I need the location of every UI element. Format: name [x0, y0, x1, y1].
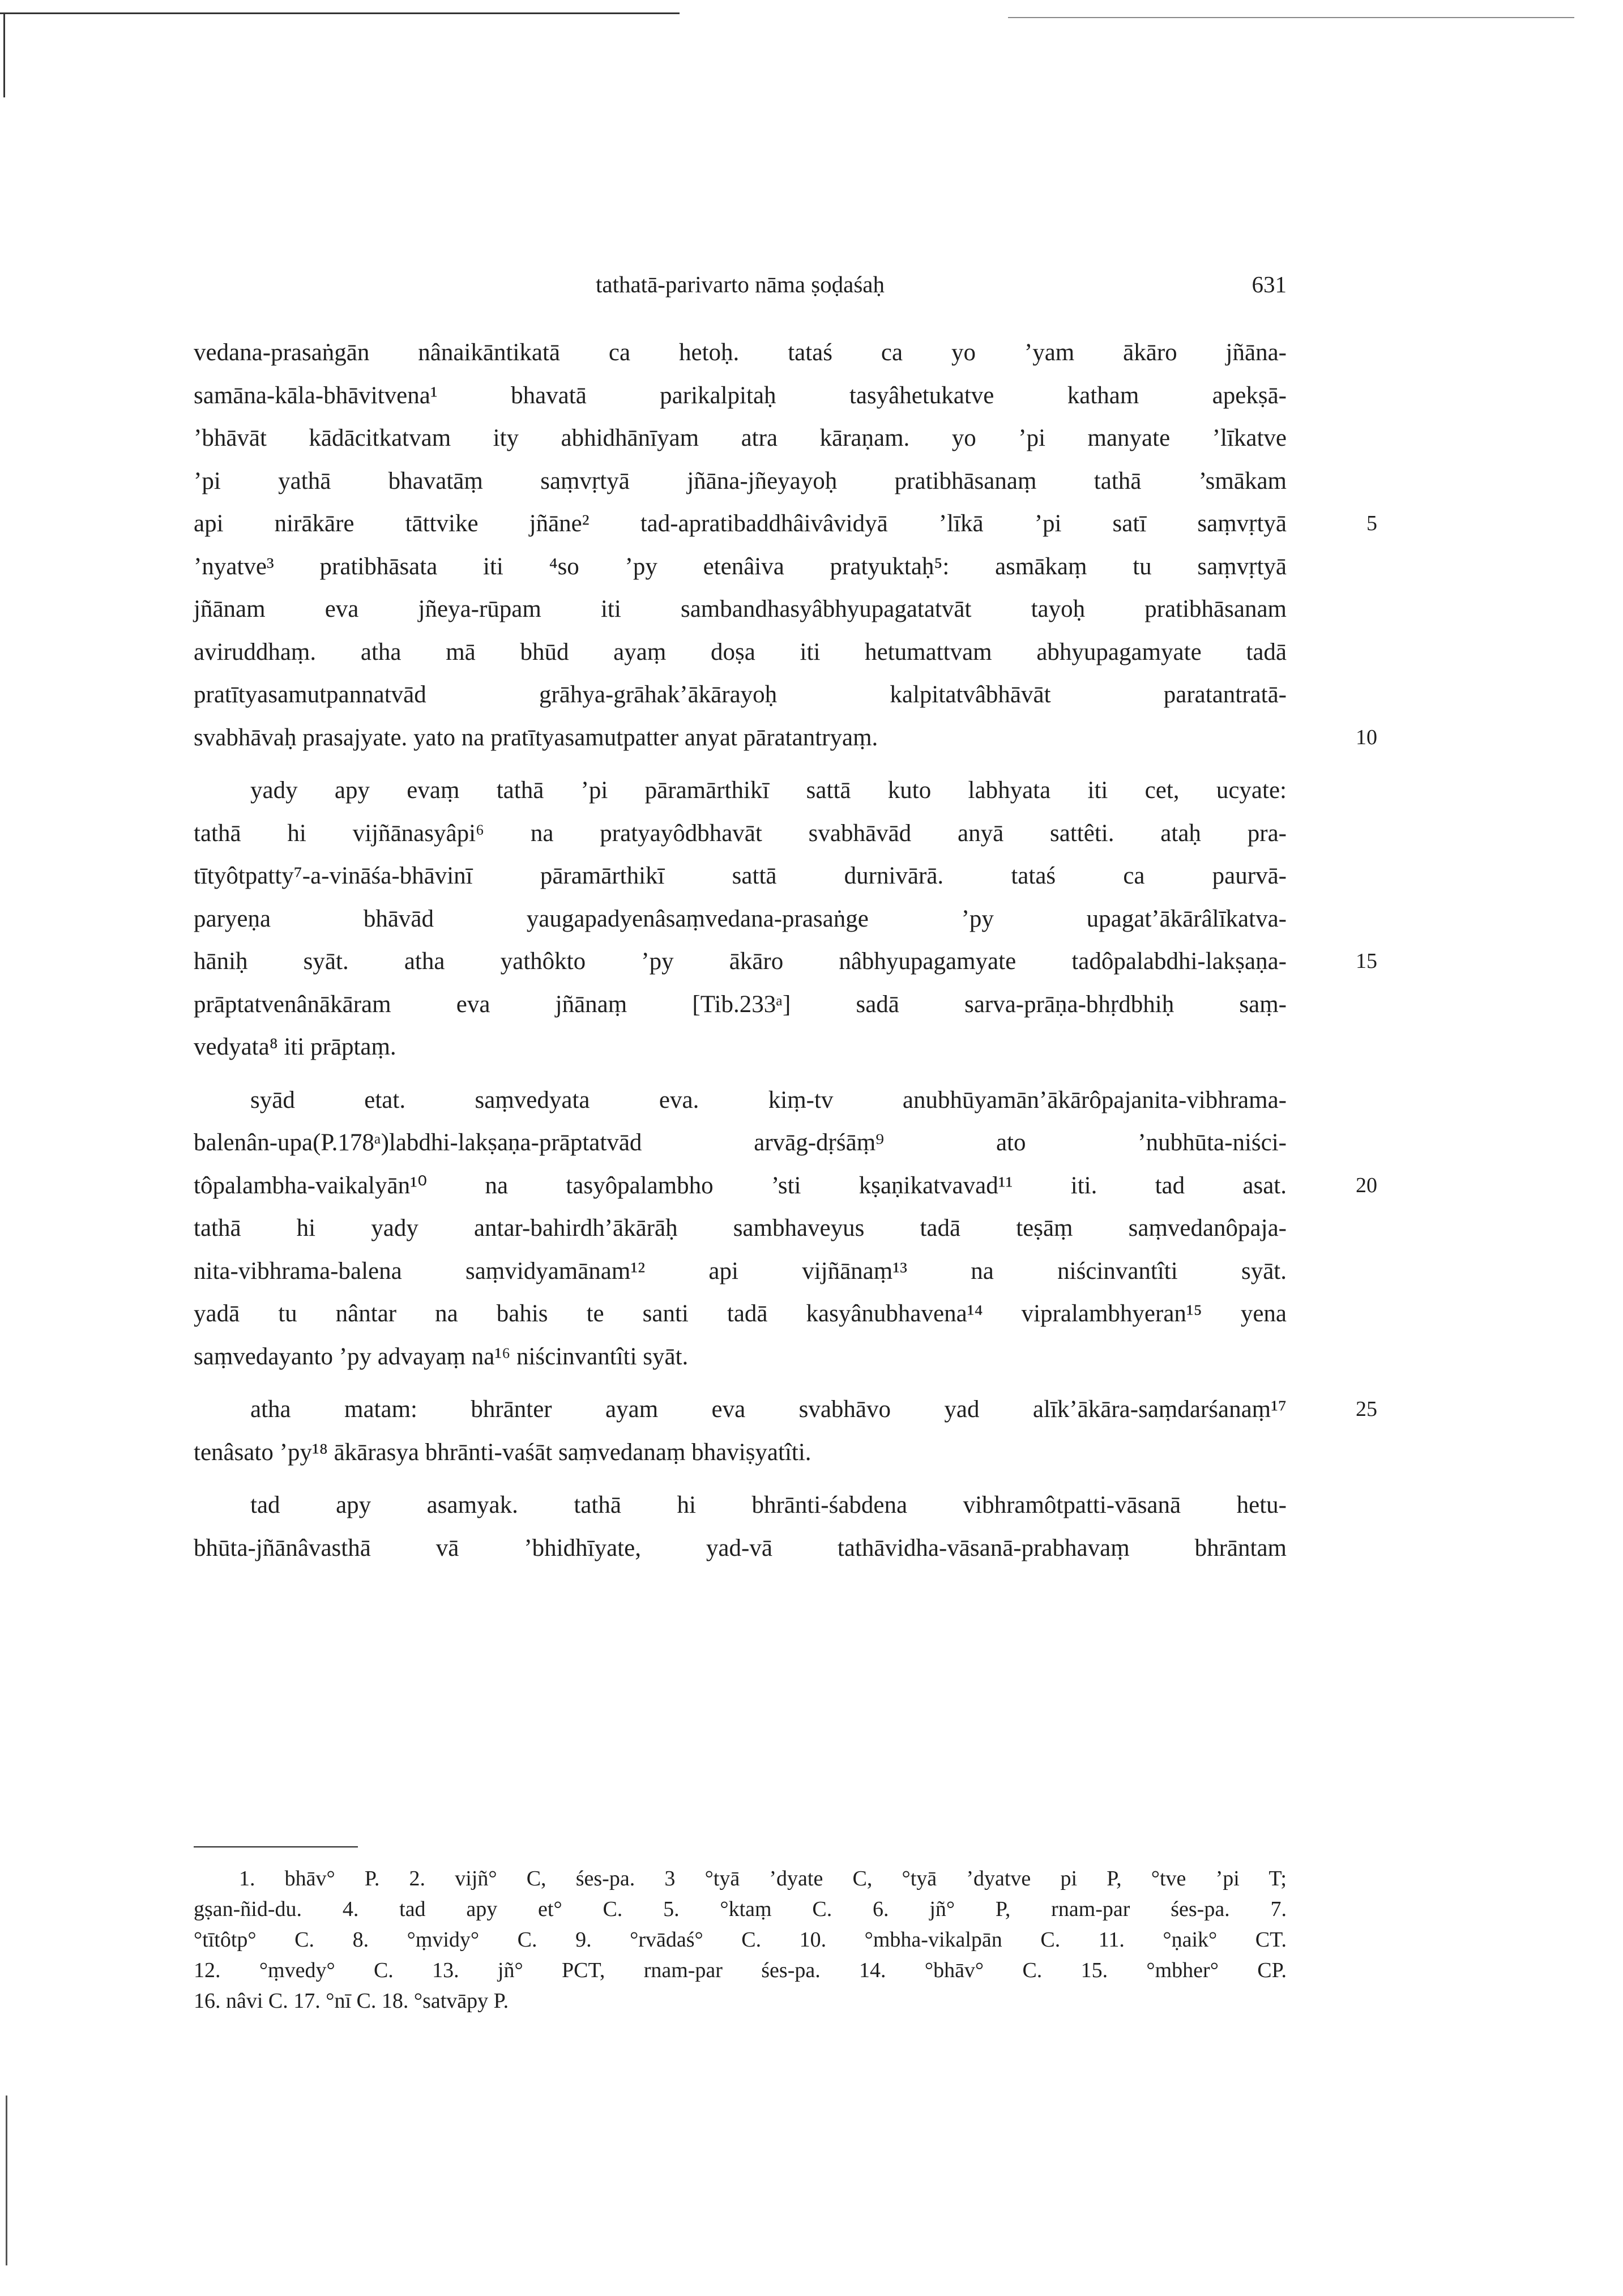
main-text: [194, 331, 1377, 1569]
text-line-content: svabhāvaḥ prasajyate. yato na pratītyasamutpatter anyat pāratantryaṃ.: [194, 724, 878, 751]
text-line: [194, 1388, 1377, 1431]
text-line: [194, 1431, 1287, 1474]
text-line-content: saṃvedayanto ’py advayaṃ na¹⁶ niścinvantîti syāt.: [194, 1343, 689, 1370]
text-line: [194, 673, 1287, 716]
text-line: [194, 940, 1377, 983]
text-line-content: ’nyatve³ pratibhāsata iti ⁴so ’py etenâiva pratyuktaḥ⁵: asmākaṃ tu saṃvṛtyā: [194, 553, 1287, 580]
text-line-content: tathā hi yady antar-bahirdh’ākārāḥ sambhaveyus tadā teṣāṃ saṃvedanôpaja-: [194, 1215, 1287, 1241]
text-line-content: nita-vibhrama-balena saṃvidyamānam¹² api vijñānaṃ¹³ na niścinvantîti syāt.: [194, 1257, 1287, 1284]
footnote-line: gṣan-ñid-du. 4. tad apy et° C. 5. °ktaṃ C. 6. jñ° P, rnam-par śes-pa. 7.: [194, 1897, 1287, 1921]
text-line-content: syād etat. saṃvedyata eva. kiṃ-tv anubhūyamān’ākārôpajanita-vibhrama-: [250, 1086, 1287, 1113]
text-line-content: bhūta-jñānâvasthā vā ’bhidhīyate, yad-vā tathāvidha-vāsanā-prabhavaṃ bhrāntam: [194, 1534, 1287, 1561]
text-line: [194, 1335, 1287, 1379]
scan-edge-mark: [0, 12, 680, 14]
text-line: [194, 898, 1287, 941]
text-line: [194, 417, 1287, 460]
footnote-line: 1. bhāv° P. 2. vijñ° C, śes-pa. 3 °tyā ’dyate C, °tyā ’dyatve pi P, °tve ’pi T;: [239, 1867, 1287, 1890]
text-line-content: tītyôtpatty⁷-a-vināśa-bhāvinī pāramārthikī sattā durnivārā. tataś ca paurvā-: [194, 863, 1287, 889]
text-line-content: api nirākāre tāttvike jñāne² tad-apratibaddhâivâvidyā ’līkā ’pi satī saṃvṛtyā: [194, 510, 1287, 537]
text-line: [194, 1250, 1287, 1293]
line-number: 5: [1366, 511, 1377, 535]
line-number: 20: [1356, 1173, 1377, 1197]
text-line: [194, 545, 1287, 588]
text-line: [194, 1121, 1287, 1164]
line-number: 10: [1356, 725, 1377, 749]
footnote-line: 16. nâvi C. 17. °nī C. 18. °satvāpy P.: [194, 1989, 509, 2013]
running-title: tathatā-parivarto nāma ṣoḍaśaḥ: [596, 271, 885, 297]
footnote-line: °tītôtp° C. 8. °ṃvidy° C. 9. °rvādaś° C. 10. °mbha-vikalpān C. 11. °ṇaik° CT.: [194, 1928, 1287, 1952]
text-line-content: tenâsato ’py¹⁸ ākārasya bhrānti-vaśāt saṃvedanaṃ bhaviṣyatîti.: [194, 1439, 812, 1466]
footnote-rule: [194, 1846, 358, 1847]
text-line-content: yadā tu nântar na bahis te santi tadā kasyânubhavena¹⁴ vipralambhyeran¹⁵ yena: [194, 1300, 1287, 1327]
text-line-content: jñānam eva jñeya-rūpam iti sambandhasyâbhyupagatatvāt tayoḥ pratibhāsanam: [194, 596, 1287, 622]
scan-edge-mark: [1008, 17, 1574, 18]
text-line-content: prāptatvenânākāram eva jñānaṃ [Tib.233ᵃ] sadā sarva-prāṇa-bhṛdbhiḥ saṃ-: [194, 991, 1287, 1018]
text-line-content: atha matam: bhrānter ayam eva svabhāvo yad alīk’ākāra-saṃdarśanaṃ¹⁷: [250, 1396, 1287, 1423]
text-line-content: tad apy asamyak. tathā hi bhrānti-śabdena vibhramôtpatti-vāsanā hetu-: [250, 1492, 1287, 1518]
text-line: [194, 1527, 1287, 1570]
scan-edge-mark: [6, 2096, 7, 2265]
text-line: [194, 588, 1287, 631]
footnote-line: 12. °ṃvedy° C. 13. jñ° PCT, rnam-par śes-pa. 14. °bhāv° C. 15. °mbher° CP.: [194, 1958, 1287, 1982]
text-line: [194, 716, 1377, 759]
text-line-content: ’bhāvāt kādācitkatvam ity abhidhānīyam atra kāraṇam. yo ’pi manyate ’līkatve: [194, 425, 1287, 451]
text-line-content: pratītyasamutpannatvād grāhya-grāhak’ākārayoḥ kalpitatvâbhāvāt paratantratā-: [194, 681, 1287, 708]
text-line-content: vedyata⁸ iti prāptaṃ.: [194, 1034, 396, 1060]
text-line-content: hāniḥ syāt. atha yathôkto ’py ākāro nâbhyupagamyate tadôpalabdhi-lakṣaṇa-: [194, 948, 1287, 975]
text-line-content: ’pi yathā bhavatāṃ saṃvṛtyā jñāna-jñeyayoḥ pratibhāsanaṃ tathā ’smākam: [194, 467, 1287, 494]
text-line: [194, 983, 1287, 1026]
text-line: [194, 812, 1287, 855]
footnotes: [194, 1863, 1287, 2016]
text-line-content: balenân-upa(P.178ᵃ)labdhi-lakṣaṇa-prāptatvād arvāg-dṛśāṃ⁹ ato ’nubhūta-niści-: [194, 1129, 1287, 1156]
text-line: [194, 1026, 1287, 1069]
text-line: [194, 855, 1287, 898]
text-line-content: yady apy evaṃ tathā ’pi pāramārthikī sattā kuto labhyata iti cet, ucyate:: [250, 777, 1287, 804]
text-line-content: aviruddhaṃ. atha mā bhūd ayaṃ doṣa iti hetumattvam abhyupagamyate tadā: [194, 638, 1287, 665]
text-line: [194, 460, 1287, 503]
text-line: [194, 769, 1287, 812]
running-head: [194, 271, 1287, 305]
scan-edge-mark: [3, 12, 5, 97]
text-line-content: paryeṇa bhāvād yaugapadyenâsaṃvedana-prasaṅge ’py upagat’ākārâlīkatva-: [194, 905, 1287, 932]
text-line: [194, 1292, 1287, 1335]
text-line: [194, 1164, 1377, 1207]
text-line: [194, 502, 1377, 545]
page-number: 631: [1252, 271, 1287, 297]
text-line: [194, 331, 1287, 374]
text-line: [194, 1207, 1287, 1250]
text-line: [194, 631, 1287, 674]
text-line: [194, 1484, 1287, 1527]
line-number: 15: [1356, 949, 1377, 973]
text-line-content: tôpalambha-vaikalyān¹⁰ na tasyôpalambho ’sti kṣaṇikatvavad¹¹ iti. tad asat.: [194, 1172, 1287, 1199]
text-line-content: tathā hi vijñānasyâpi⁶ na pratyayôdbhavāt svabhāvād anyā sattêti. ataḥ pra-: [194, 820, 1287, 847]
line-number: 25: [1356, 1397, 1377, 1421]
text-line-content: samāna-kāla-bhāvitvena¹ bhavatā parikalpitaḥ tasyâhetukatve katham apekṣā-: [194, 382, 1287, 409]
text-line: [194, 374, 1287, 417]
text-line: [194, 1079, 1287, 1122]
text-line-content: vedana-prasaṅgān nânaikāntikatā ca hetoḥ. tataś ca yo ’yam ākāro jñāna-: [194, 339, 1287, 366]
